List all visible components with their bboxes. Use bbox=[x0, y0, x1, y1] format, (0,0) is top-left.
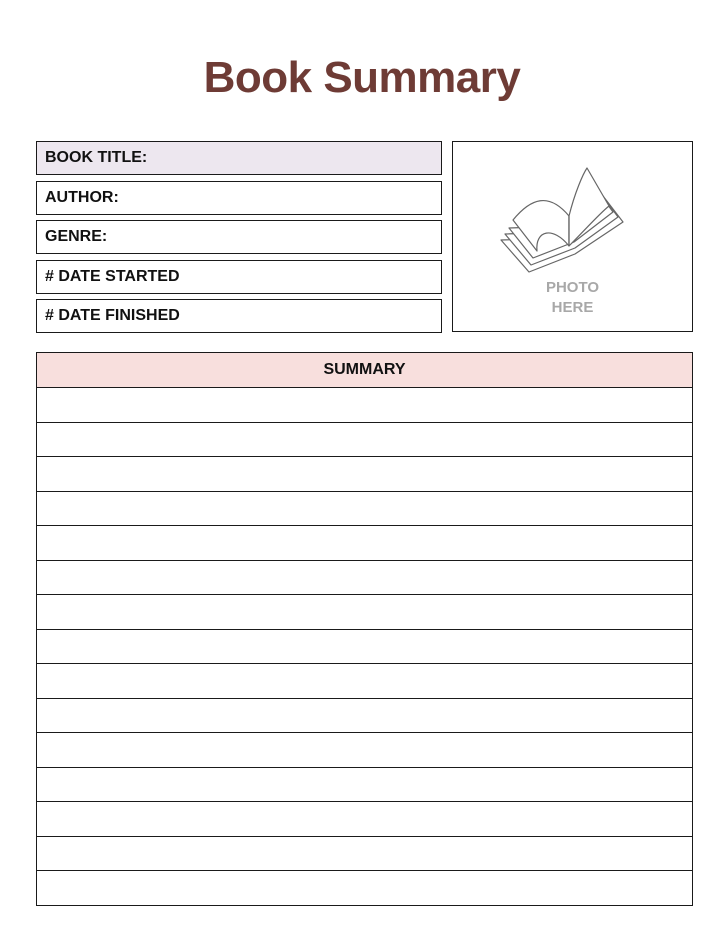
summary-line[interactable] bbox=[37, 492, 692, 527]
summary-section bbox=[36, 352, 693, 906]
summary-line[interactable] bbox=[37, 388, 692, 423]
summary-line[interactable] bbox=[37, 733, 692, 768]
summary-line[interactable] bbox=[37, 664, 692, 699]
genre-label: GENRE: bbox=[45, 228, 108, 245]
summary-line[interactable] bbox=[37, 423, 692, 458]
photo-placeholder[interactable] bbox=[452, 141, 693, 332]
genre-field[interactable] bbox=[36, 220, 442, 254]
summary-line[interactable] bbox=[37, 699, 692, 734]
summary-line[interactable] bbox=[37, 630, 692, 665]
photo-text-line1: PHOTO bbox=[545, 279, 600, 296]
book-title-field[interactable] bbox=[36, 141, 442, 175]
book-info-fields bbox=[36, 141, 442, 339]
book-title-label: BOOK TITLE: bbox=[45, 149, 148, 166]
author-field[interactable] bbox=[36, 181, 442, 215]
author-label: AUTHOR: bbox=[45, 188, 119, 206]
open-book-icon bbox=[491, 160, 631, 280]
summary-header: SUMMARY bbox=[37, 353, 692, 388]
date-started-field[interactable] bbox=[36, 260, 442, 294]
summary-line[interactable] bbox=[37, 595, 692, 630]
summary-line[interactable] bbox=[37, 457, 692, 492]
date-started-label: # DATE STARTED bbox=[45, 267, 180, 285]
summary-line[interactable] bbox=[37, 768, 692, 803]
date-finished-label: # DATE FINISHED bbox=[45, 307, 180, 324]
photo-text-line2: HERE bbox=[551, 299, 594, 316]
summary-line[interactable] bbox=[37, 802, 692, 837]
summary-lines bbox=[37, 388, 692, 906]
date-finished-field[interactable] bbox=[36, 299, 442, 333]
summary-line[interactable] bbox=[37, 561, 692, 596]
page-title: Book Summary bbox=[203, 53, 521, 102]
summary-line[interactable] bbox=[37, 871, 692, 906]
summary-line[interactable] bbox=[37, 526, 692, 561]
summary-line[interactable] bbox=[37, 837, 692, 872]
